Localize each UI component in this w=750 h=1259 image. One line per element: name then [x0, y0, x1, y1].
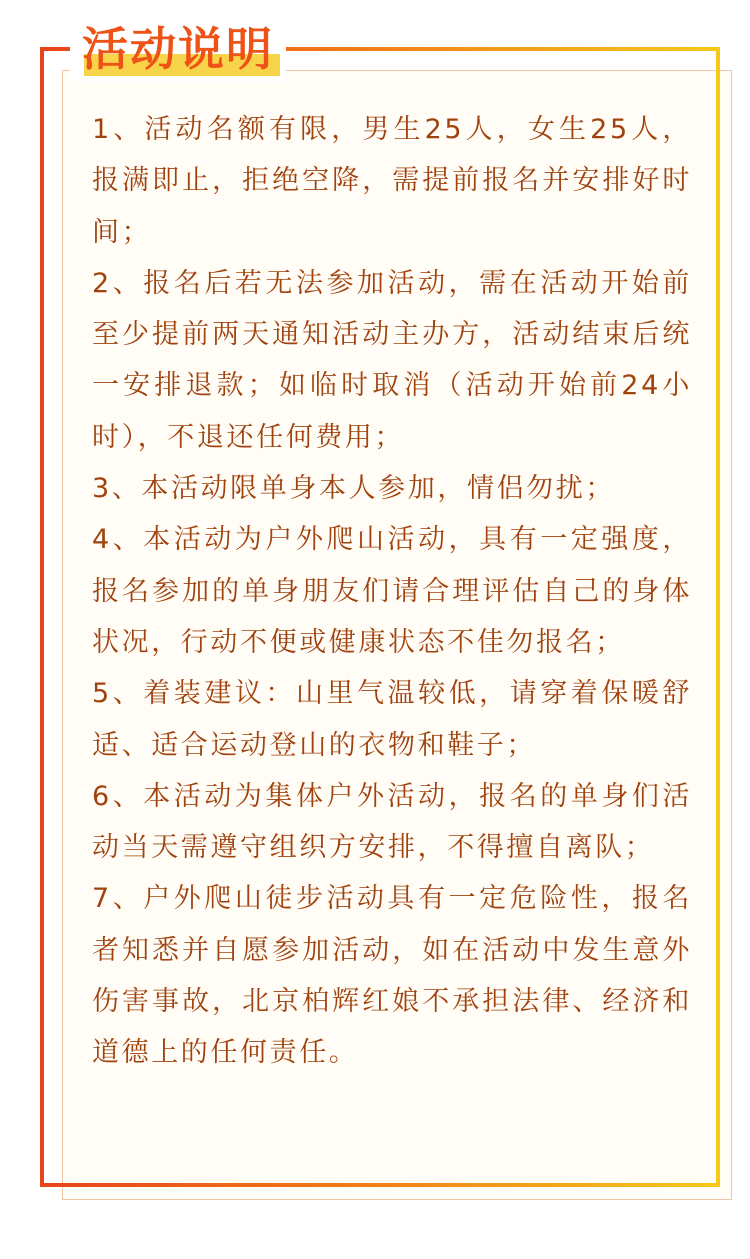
rule-item-7: 7、户外爬山徒步活动具有一定危险性，报名者知悉并自愿参加活动，如在活动中发生意外伤害事故，北京柏辉红娘不承担法律、经济和道德上的任何责任。 — [92, 883, 692, 1069]
rules-list — [92, 104, 692, 1079]
section-title: 活动说明 — [82, 22, 274, 76]
rule-item-3: 3、本活动限单身本人参加，情侣勿扰； — [92, 473, 615, 505]
rule-item-5: 5、着装建议：山里气温较低，请穿着保暖舒适、适合运动登山的衣物和鞋子； — [92, 678, 692, 761]
rule-item-6: 6、本活动为集体户外活动，报名的单身们活动当天需遵守组织方安排，不得擅自离队； — [92, 780, 692, 864]
section-header — [70, 16, 286, 82]
rule-item-4: 4、本活动为户外爬山活动，具有一定强度，报名参加的单身朋友们请合理评估自己的身体状况，行动不便或健康状态不佳勿报名； — [92, 524, 692, 658]
rule-item-1: 1、活动名额有限，男生25人，女生25人，报满即止，拒绝空降，需提前报名并安排好时间； — [92, 114, 692, 248]
rule-item-2: 2、报名后若无法参加活动，需在活动开始前至少提前两天通知活动主办方，活动结束后统一安排退款；如临时取消（活动开始前24小时），不退还任何费用； — [92, 267, 692, 453]
